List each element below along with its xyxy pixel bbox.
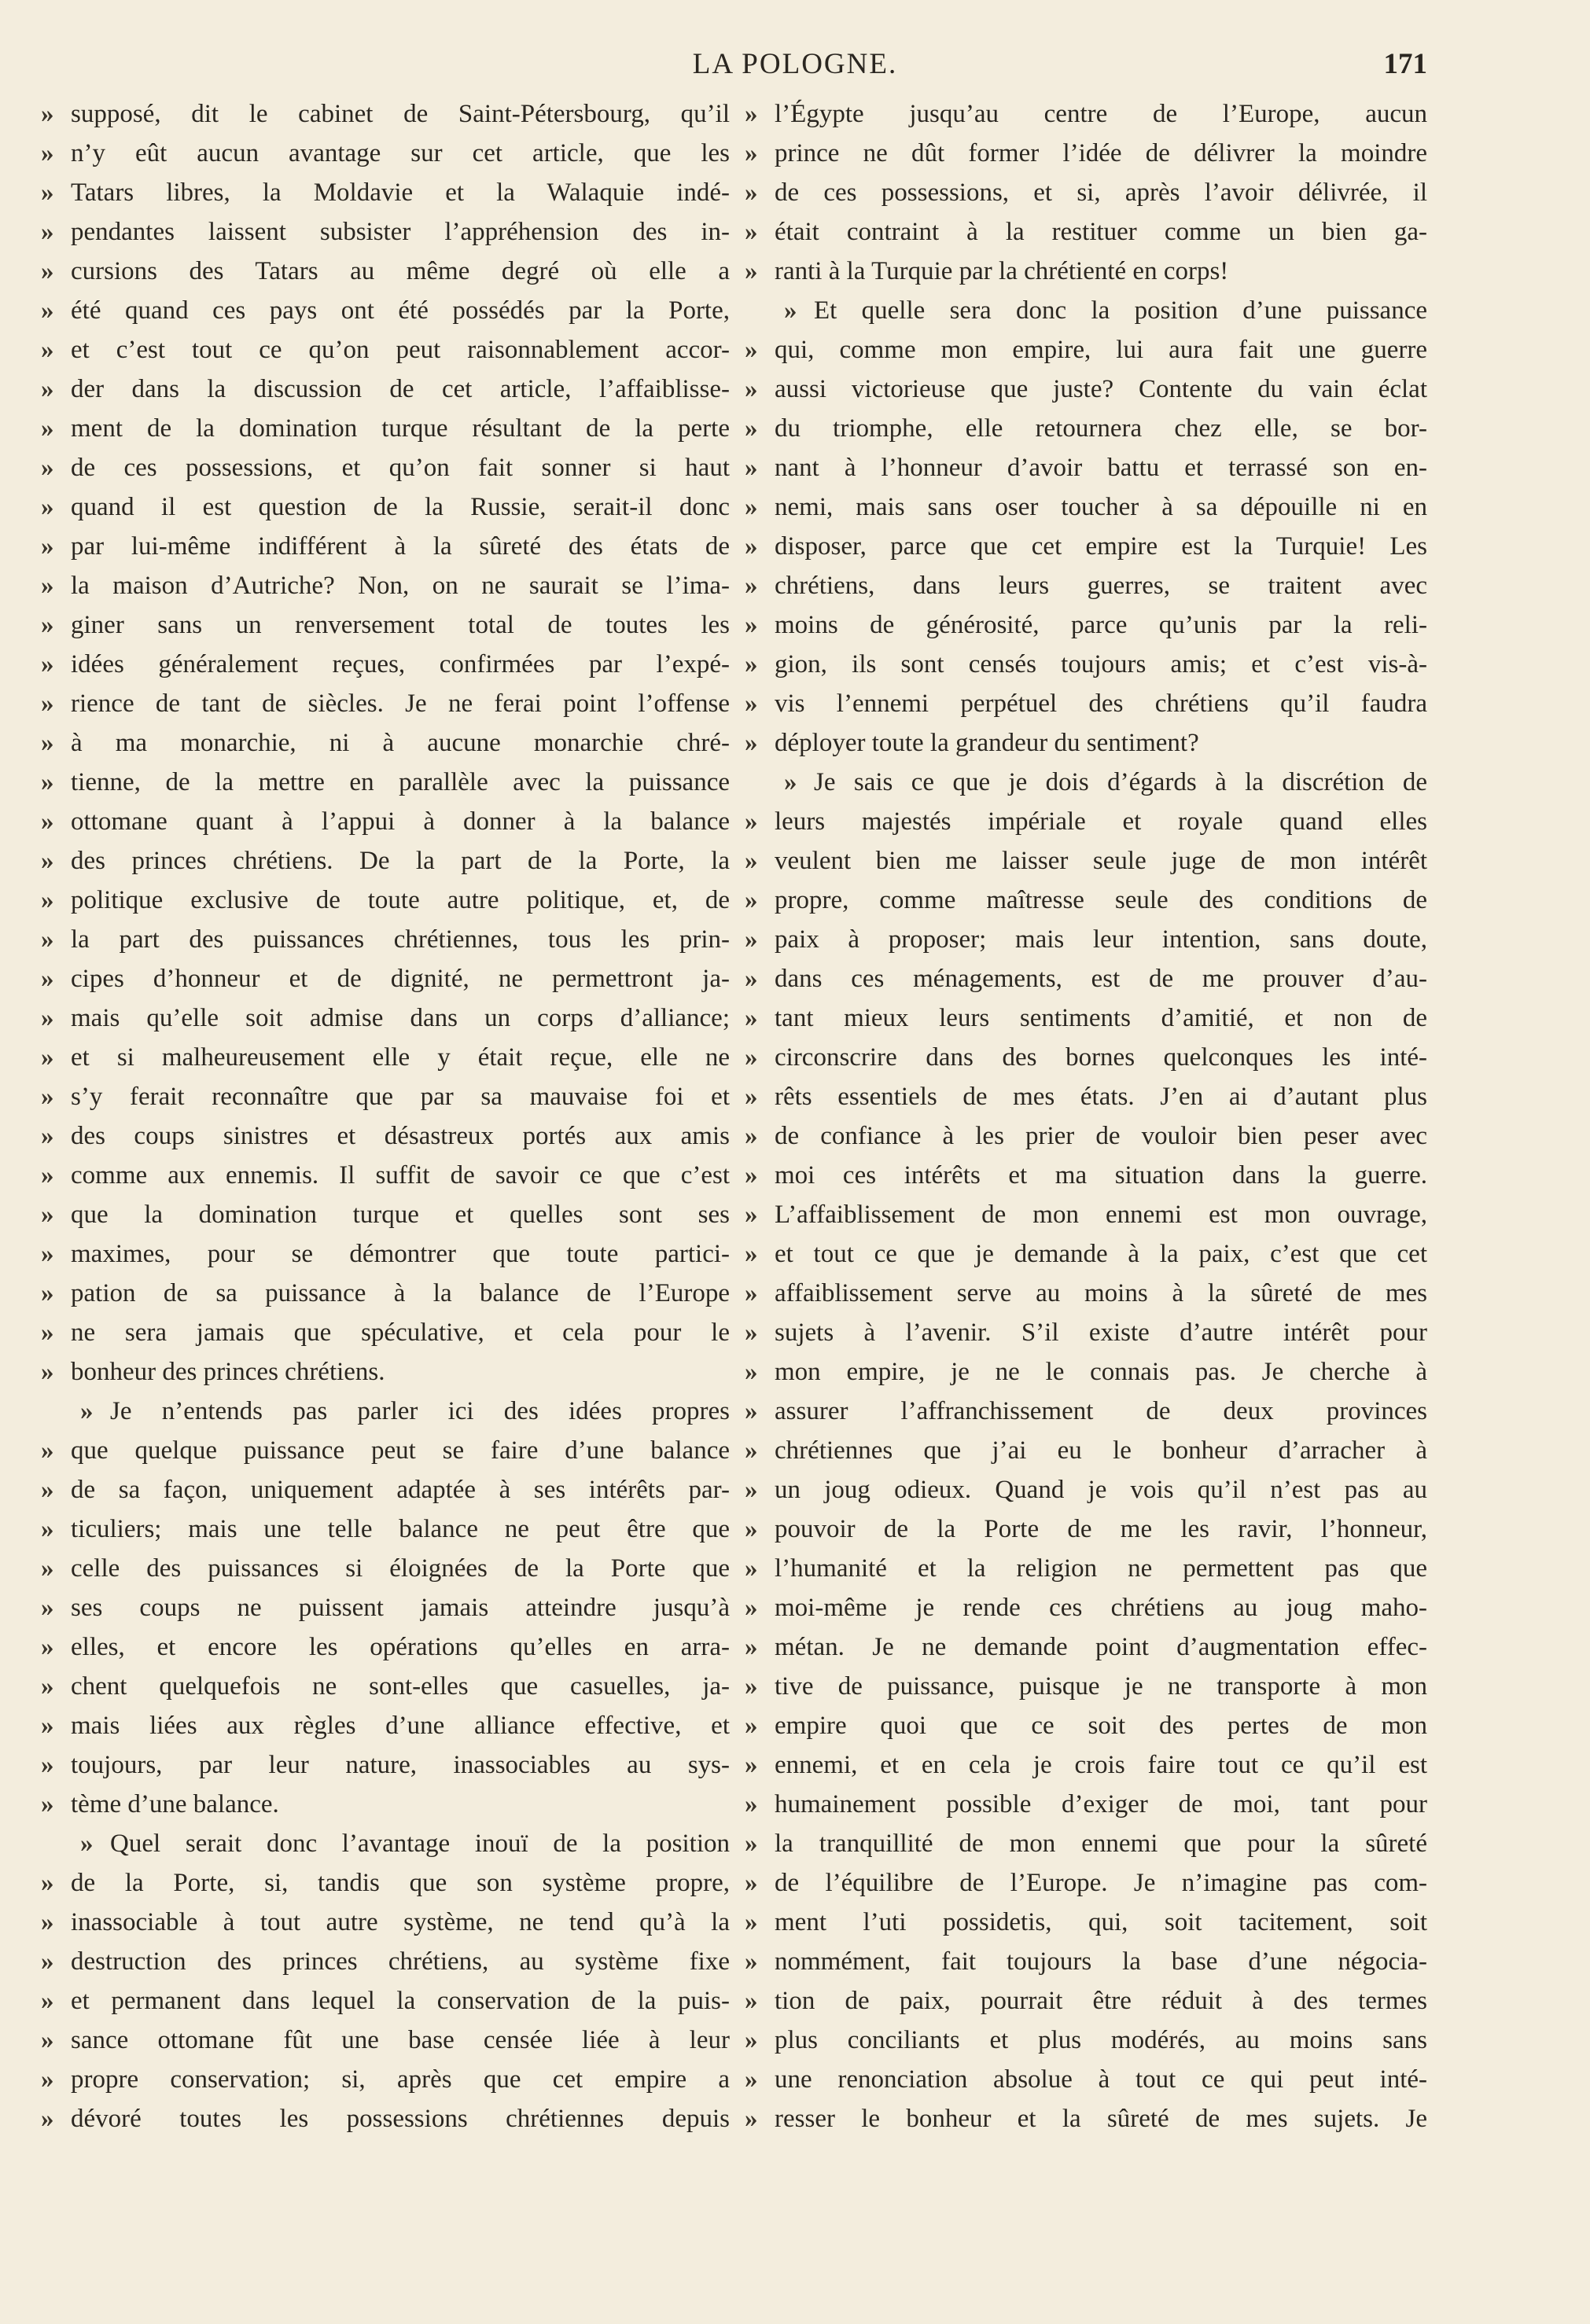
text-line: » Je sais ce que je dois d’égards à la discrétion de [742, 763, 1427, 802]
text-line: » dévoré toutes les possessions chrétiennes depuis [38, 2099, 730, 2138]
text-line: » tant mieux leurs sentiments d’amitié, et non de [742, 998, 1427, 1038]
text-line: » Quel serait donc l’avantage inouï de la position [38, 1824, 730, 1863]
running-header: LA POLOGNE. [692, 48, 898, 80]
text-line: » moi ces intérêts et ma situation dans la guerre. [742, 1156, 1427, 1195]
text-line: » mon empire, je ne le connais pas. Je cherche à [742, 1352, 1427, 1392]
text-line: » moi-même je rende ces chrétiens au joug maho- [742, 1588, 1427, 1627]
text-line: » ranti à la Turquie par la chrétienté en corps! [742, 252, 1427, 291]
text-line: » que la domination turque et quelles sont ses [38, 1195, 730, 1234]
text-line: » propre conservation; si, après que cet empire a [38, 2060, 730, 2099]
text-line: » la tranquillité de mon ennemi que pour la sûreté [742, 1824, 1427, 1863]
text-line: » était contraint à la restituer comme un bien ga- [742, 212, 1427, 252]
text-line: » maximes, pour se démontrer que toute partici- [38, 1234, 730, 1274]
text-line: » cursions des Tatars au même degré où elle a [38, 252, 730, 291]
text-line: » des coups sinistres et désastreux portés aux amis [38, 1116, 730, 1156]
text-line: » bonheur des princes chrétiens. [38, 1352, 730, 1392]
text-line: » de l’équilibre de l’Europe. Je n’imagine pas com- [742, 1863, 1427, 1903]
text-line: » tienne, de la mettre en parallèle avec la puissance [38, 763, 730, 802]
text-line: » la maison d’Autriche? Non, on ne saurait se l’ima- [38, 566, 730, 605]
text-line: » resser le bonheur et la sûreté de mes sujets. Je [742, 2099, 1427, 2138]
text-line: » par lui-même indifférent à la sûreté des états de [38, 527, 730, 566]
text-line: » paix à proposer; mais leur intention, sans doute, [742, 920, 1427, 959]
text-line: » disposer, parce que cet empire est la Turquie! Les [742, 527, 1427, 566]
text-line: » sujets à l’avenir. S’il existe d’autre intérêt pour [742, 1313, 1427, 1352]
text-line: » l’humanité et la religion ne permettent pas que [742, 1549, 1427, 1588]
text-line: » que quelque puissance peut se faire d’une balance [38, 1431, 730, 1470]
text-line: » s’y ferait reconnaître que par sa mauvaise foi et [38, 1077, 730, 1116]
text-line: » cipes d’honneur et de dignité, ne permettront ja- [38, 959, 730, 998]
text-line: » mais liées aux règles d’une alliance effective, et [38, 1706, 730, 1745]
text-line: » du triomphe, elle retournera chez elle, se bor- [742, 409, 1427, 448]
text-line: » plus conciliants et plus modérés, au moins sans [742, 2021, 1427, 2060]
text-line: » Et quelle sera donc la position d’une puissance [742, 291, 1427, 330]
text-line: » mais qu’elle soit admise dans un corps d’alliance; [38, 998, 730, 1038]
text-line: » une renonciation absolue à tout ce qui peut inté- [742, 2060, 1427, 2099]
text-line: » pendantes laissent subsister l’appréhension des in- [38, 212, 730, 252]
text-line: » vis l’ennemi perpétuel des chrétiens qu’il faudra [742, 684, 1427, 723]
text-line: » rience de tant de siècles. Je ne ferai point l’offense [38, 684, 730, 723]
text-line: » à ma monarchie, ni à aucune monarchie chré- [38, 723, 730, 763]
text-line: » et si malheureusement elle y était reçue, elle ne [38, 1038, 730, 1077]
text-line: » la part des puissances chrétiennes, tous les prin- [38, 920, 730, 959]
text-line: » ment de la domination turque résultant de la perte [38, 409, 730, 448]
text-line: » nant à l’honneur d’avoir battu et terrassé son en- [742, 448, 1427, 487]
text-line: » pouvoir de la Porte de me les ravir, l’honneur, [742, 1509, 1427, 1549]
text-line: » nommément, fait toujours la base d’une négocia- [742, 1942, 1427, 1981]
text-line: » de la Porte, si, tandis que son système propre, [38, 1863, 730, 1903]
text-line: » de ces possessions, et qu’on fait sonner si haut [38, 448, 730, 487]
text-line: » dans ces ménagements, est de me prouver d’au- [742, 959, 1427, 998]
text-line: » été quand ces pays ont été possédés par la Porte, [38, 291, 730, 330]
text-line: » ne sera jamais que spéculative, et cela pour le [38, 1313, 730, 1352]
text-line: » leurs majestés impériale et royale quand elles [742, 802, 1427, 841]
right-column [742, 94, 1516, 2138]
text-line: » chent quelquefois ne sont-elles que casuelles, ja- [38, 1667, 730, 1706]
text-line: » moins de générosité, parce qu’unis par la reli- [742, 605, 1427, 645]
text-line: » chrétiens, dans leurs guerres, se traitent avec [742, 566, 1427, 605]
text-line: » des princes chrétiens. De la part de la Porte, la [38, 841, 730, 881]
text-line: » comme aux ennemis. Il suffit de savoir ce que c’est [38, 1156, 730, 1195]
text-line: » politique exclusive de toute autre politique, et, de [38, 881, 730, 920]
text-line: » ennemi, et en cela je crois faire tout ce qu’il est [742, 1745, 1427, 1785]
text-line: » veulent bien me laisser seule juge de mon intérêt [742, 841, 1427, 881]
text-line: » L’affaiblissement de mon ennemi est mon ouvrage, [742, 1195, 1427, 1234]
text-line: » der dans la discussion de cet article, l’affaiblisse- [38, 370, 730, 409]
text-line: » supposé, dit le cabinet de Saint-Pétersbourg, qu’il [38, 94, 730, 134]
text-line: » de confiance à les prier de vouloir bien peser avec [742, 1116, 1427, 1156]
text-line: » assurer l’affranchissement de deux provinces [742, 1392, 1427, 1431]
text-line: » quand il est question de la Russie, serait-il donc [38, 487, 730, 527]
text-line: » ticuliers; mais une telle balance ne peut être que [38, 1509, 730, 1549]
text-line: » nemi, mais sans oser toucher à sa dépouille ni en [742, 487, 1427, 527]
text-line: » ment l’uti possidetis, qui, soit tacitement, soit [742, 1903, 1427, 1942]
text-line: » Tatars libres, la Moldavie et la Walaquie indé- [38, 173, 730, 212]
text-line: » rêts essentiels de mes états. J’en ai d’autant plus [742, 1077, 1427, 1116]
text-line: » métan. Je ne demande point d’augmentation effec- [742, 1627, 1427, 1667]
text-line: » destruction des princes chrétiens, au système fixe [38, 1942, 730, 1981]
text-line: » pation de sa puissance à la balance de l’Europe [38, 1274, 730, 1313]
text-line: » toujours, par leur nature, inassociables au sys- [38, 1745, 730, 1785]
text-line: » déployer toute la grandeur du sentiment? [742, 723, 1427, 763]
text-line: » sance ottomane fût une base censée liée à leur [38, 2021, 730, 2060]
text-line: » giner sans un renversement total de toutes les [38, 605, 730, 645]
text-line: » propre, comme maîtresse seule des conditions de [742, 881, 1427, 920]
text-line: » chrétiennes que j’ai eu le bonheur d’arracher à [742, 1431, 1427, 1470]
text-line: » Je n’entends pas parler ici des idées propres [38, 1392, 730, 1431]
text-line: » prince ne dût former l’idée de délivrer la moindre [742, 134, 1427, 173]
text-line: » gion, ils sont censés toujours amis; et c’est vis-à- [742, 645, 1427, 684]
text-line: » qui, comme mon empire, lui aura fait une guerre [742, 330, 1427, 370]
text-line: » aussi victorieuse que juste? Contente du vain éclat [742, 370, 1427, 409]
text-line: » tion de paix, pourrait être réduit à des termes [742, 1981, 1427, 2021]
text-line: » ses coups ne puissent jamais atteindre jusqu’à [38, 1588, 730, 1627]
text-line: » affaiblissement serve au moins à la sûreté de mes [742, 1274, 1427, 1313]
page-number: 171 [1383, 48, 1427, 80]
text-line: » tive de puissance, puisque je ne transporte à mon [742, 1667, 1427, 1706]
text-line: » inassociable à tout autre système, ne tend qu’à la [38, 1903, 730, 1942]
text-line: » tème d’une balance. [38, 1785, 730, 1824]
text-line: » celle des puissances si éloignées de la Porte que [38, 1549, 730, 1588]
text-line: » et permanent dans lequel la conservation de la puis- [38, 1981, 730, 2021]
text-line: » circonscrire dans des bornes quelconques les inté- [742, 1038, 1427, 1077]
text-line: » ottomane quant à l’appui à donner à la balance [38, 802, 730, 841]
text-line: » empire quoi que ce soit des pertes de mon [742, 1706, 1427, 1745]
left-column [38, 94, 812, 2138]
text-line: » n’y eût aucun avantage sur cet article, que les [38, 134, 730, 173]
text-line: » et c’est tout ce qu’on peut raisonnablement accor- [38, 330, 730, 370]
text-line: » l’Égypte jusqu’au centre de l’Europe, aucun [742, 94, 1427, 134]
text-line: » de sa façon, uniquement adaptée à ses intérêts par- [38, 1470, 730, 1509]
text-line: » de ces possessions, et si, après l’avoir délivrée, il [742, 173, 1427, 212]
text-line: » un joug odieux. Quand je vois qu’il n’est pas au [742, 1470, 1427, 1509]
text-line: » idées généralement reçues, confirmées par l’expé- [38, 645, 730, 684]
text-line: » et tout ce que je demande à la paix, c’est que cet [742, 1234, 1427, 1274]
text-line: » humainement possible d’exiger de moi, tant pour [742, 1785, 1427, 1824]
text-line: » elles, et encore les opérations qu’elles en arra- [38, 1627, 730, 1667]
